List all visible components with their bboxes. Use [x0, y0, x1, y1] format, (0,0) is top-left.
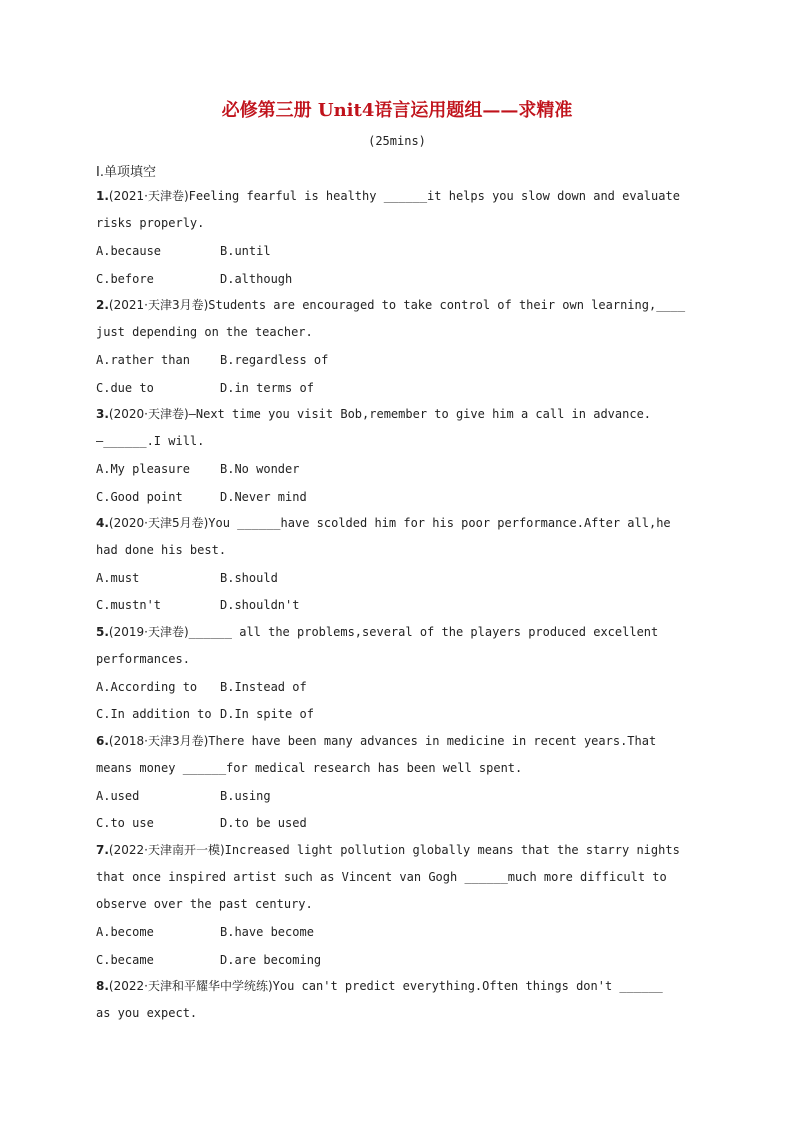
option-c: C.became	[96, 953, 154, 967]
options-row	[96, 595, 299, 615]
option-b: B.using	[220, 789, 271, 803]
question-text: risks properly.	[96, 216, 205, 230]
question-text: —Next time you visit Bob,remember to give him a call in advance.	[188, 407, 652, 421]
question-text: Increased light pollution globally means that the starry nights	[224, 843, 680, 857]
option-c: C.In addition to	[96, 707, 212, 721]
options-row	[96, 378, 314, 398]
option-c: C.mustn't	[96, 598, 162, 612]
question-3	[96, 401, 700, 455]
question-number: 6.	[96, 734, 109, 748]
option-d: D.Never mind	[220, 490, 307, 504]
question-source: (2022·天津和平耀华中学统练)	[108, 979, 273, 993]
question-text: You ______have scolded him for his poor performance.After all,he	[208, 516, 671, 530]
question-number: 8.	[96, 979, 109, 993]
question-source: (2022·天津南开一模)	[108, 843, 225, 857]
question-source: (2021·天津卷)	[108, 189, 189, 203]
option-c: C.due to	[96, 381, 154, 395]
option-b: B.Instead of	[220, 680, 307, 694]
question-7	[96, 837, 700, 918]
question-text: means money ______for medical research has been well spent.	[96, 761, 523, 775]
options-row	[96, 704, 314, 724]
option-b: B.should	[220, 571, 278, 585]
option-a: A.My pleasure	[96, 462, 190, 476]
question-4	[96, 510, 700, 564]
question-text: You can't predict everything.Often things don't ______	[272, 979, 663, 993]
option-d: D.are becoming	[220, 953, 322, 967]
options-row	[96, 813, 307, 833]
question-text: had done his best.	[96, 543, 227, 557]
option-d: D.shouldn't	[220, 598, 300, 612]
option-d: D.In spite of	[220, 707, 314, 721]
option-d: D.in terms of	[220, 381, 314, 395]
options-row	[96, 950, 321, 970]
option-a: A.used	[96, 789, 140, 803]
question-8	[96, 973, 700, 1027]
question-text: Students are encouraged to take control of their own learning,____	[208, 298, 686, 312]
option-a: A.According to	[96, 680, 198, 694]
options-row	[96, 459, 299, 479]
question-text: observe over the past century.	[96, 897, 313, 911]
options-row	[96, 786, 271, 806]
option-a: A.become	[96, 925, 154, 939]
question-5	[96, 619, 700, 673]
question-source: (2018·天津3月卷)	[108, 734, 209, 748]
question-2	[96, 292, 700, 346]
options-row	[96, 241, 271, 261]
page-title: 必修第三册 Unit4语言运用题组——求精准	[221, 100, 573, 121]
options-row	[96, 350, 328, 370]
question-number: 5.	[96, 625, 109, 639]
option-a: A.must	[96, 571, 140, 585]
question-source: (2020·天津5月卷)	[108, 516, 209, 530]
section-heading: Ⅰ.单项填空	[96, 165, 156, 180]
question-text: ______ all the problems,several of the players produced excellent	[188, 625, 659, 639]
question-number: 4.	[96, 516, 109, 530]
option-b: B.No wonder	[220, 462, 300, 476]
option-b: B.have become	[220, 925, 314, 939]
question-text: —______.I will.	[96, 434, 205, 448]
options-row	[96, 269, 292, 289]
question-text: There have been many advances in medicine in recent years.That	[208, 734, 657, 748]
option-c: C.Good point	[96, 490, 183, 504]
option-b: B.regardless of	[220, 353, 329, 367]
options-row	[96, 677, 307, 697]
option-b: B.until	[220, 244, 271, 258]
question-text: performances.	[96, 652, 190, 666]
option-d: D.although	[220, 272, 293, 286]
option-a: A.because	[96, 244, 162, 258]
question-number: 1.	[96, 189, 109, 203]
question-text: just depending on the teacher.	[96, 325, 313, 339]
options-row	[96, 568, 278, 588]
question-text: as you expect.	[96, 1006, 198, 1020]
question-source: (2021·天津3月卷)	[108, 298, 209, 312]
option-c: C.before	[96, 272, 154, 286]
question-text: that once inspired artist such as Vincent van Gogh ______much more difficult to	[96, 870, 667, 884]
question-6	[96, 728, 700, 782]
question-number: 7.	[96, 843, 109, 857]
question-number: 3.	[96, 407, 109, 421]
option-c: C.to use	[96, 816, 154, 830]
question-source: (2020·天津卷)	[108, 407, 189, 421]
question-source: (2019·天津卷)	[108, 625, 189, 639]
option-a: A.rather than	[96, 353, 190, 367]
options-row	[96, 487, 307, 507]
time-limit: (25mins)	[368, 134, 426, 148]
option-d: D.to be used	[220, 816, 307, 830]
question-text: Feeling fearful is healthy ______it helps you slow down and evaluate	[188, 189, 680, 203]
options-row	[96, 922, 314, 942]
question-number: 2.	[96, 298, 109, 312]
question-1	[96, 183, 700, 237]
